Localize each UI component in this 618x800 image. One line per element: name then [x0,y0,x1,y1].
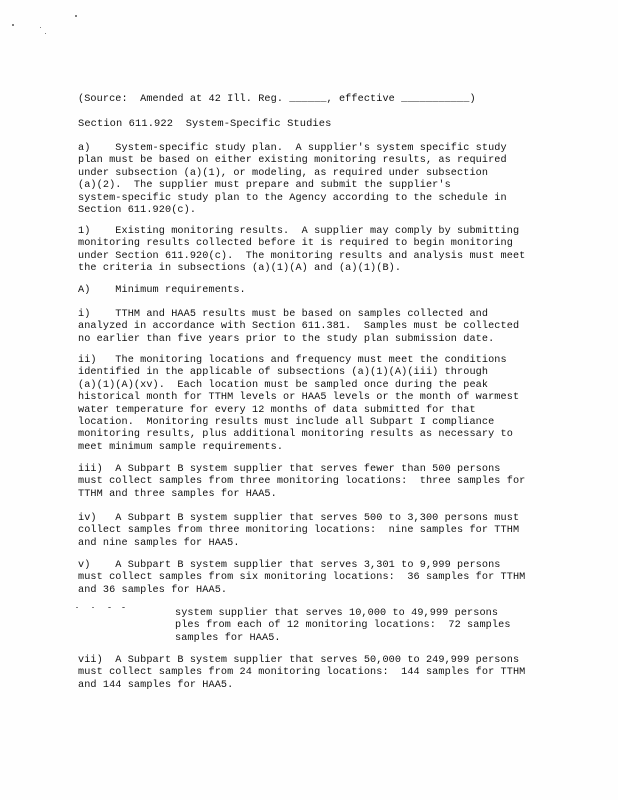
source-note: (Source: Amended at 42 Ill. Reg. ______, effective ___________) [78,94,476,105]
scan-speck [40,27,41,28]
scan-speck [12,24,14,26]
paragraph-iii: iii) A Subpart B system supplier that serves fewer than 500 persons must collect samples from three monitoring locations: three samples for TTHM and three samples for HAA5. [78,464,526,500]
scan-speck [108,607,111,608]
scan-speck [45,33,46,34]
paragraph-i: i) TTHM and HAA5 results must be based on samples collected and analyzed in accordance with Section 611.381. Samples must be collected no earlier than five years prior to the study plan submission date. [78,309,520,345]
paragraph-ii: ii) The monitoring locations and frequency must meet the conditions identified in the applicable of subsections (a)(1)(A)(iii) through (a)(1)(A)(xv). Each location must be sampled once during the peak historical month for TTHM levels or HAA5 levels or the month of warmest water temperature for every 12 months of data submitted for that location. Monitoring results must include all Subpart I compliance monitoring results, plus additional monitoring results as necessary to meet minimum sample requirements. [78,355,520,453]
scan-speck [76,607,78,608]
paragraph-v: v) A Subpart B system supplier that serves 3,301 to 9,999 persons must collect samples from six monitoring locations: 36 samples for TTHM and 36 samples for HAA5. [78,560,526,596]
paragraph-vii: vii) A Subpart B system supplier that serves 50,000 to 249,999 persons must collect samples from 24 monitoring locations: 144 samples for TTHM and 144 samples for HAA5. [78,655,526,691]
section-title: Section 611.922 System-Specific Studies [78,118,332,130]
paragraph-1: 1) Existing monitoring results. A supplier may comply by submitting monitoring results collected before it is required to begin monitoring under Section 611.920(c). The monitoring results and analysis must meet the criteria in subsections (a)(1)(A) and (a)(1)(B). [78,226,526,275]
paragraph-iv: iv) A Subpart B system supplier that serves 500 to 3,300 persons must collect samples from three monitoring locations: nine samples for TTHM and nine samples for HAA5. [78,513,520,549]
paragraph-vi-partial: system supplier that serves 10,000 to 49,999 persons ples from each of 12 monitoring locations: 72 samples samples for HAA5. [175,608,511,644]
scan-speck [75,15,77,17]
scan-speck [92,607,94,608]
paragraph-A: A) Minimum requirements. [78,285,246,296]
paragraph-a: a) System-specific study plan. A supplier's system specific study plan must be based on either existing monitoring results, as required under subsection (a)(1), or modeling, as required under subsection (a)(2). The supplier must prepare and submit the supplier's system-specific study plan to the Agency according to the schedule in Section 611.920(c). [78,143,507,217]
scan-speck [122,607,125,608]
